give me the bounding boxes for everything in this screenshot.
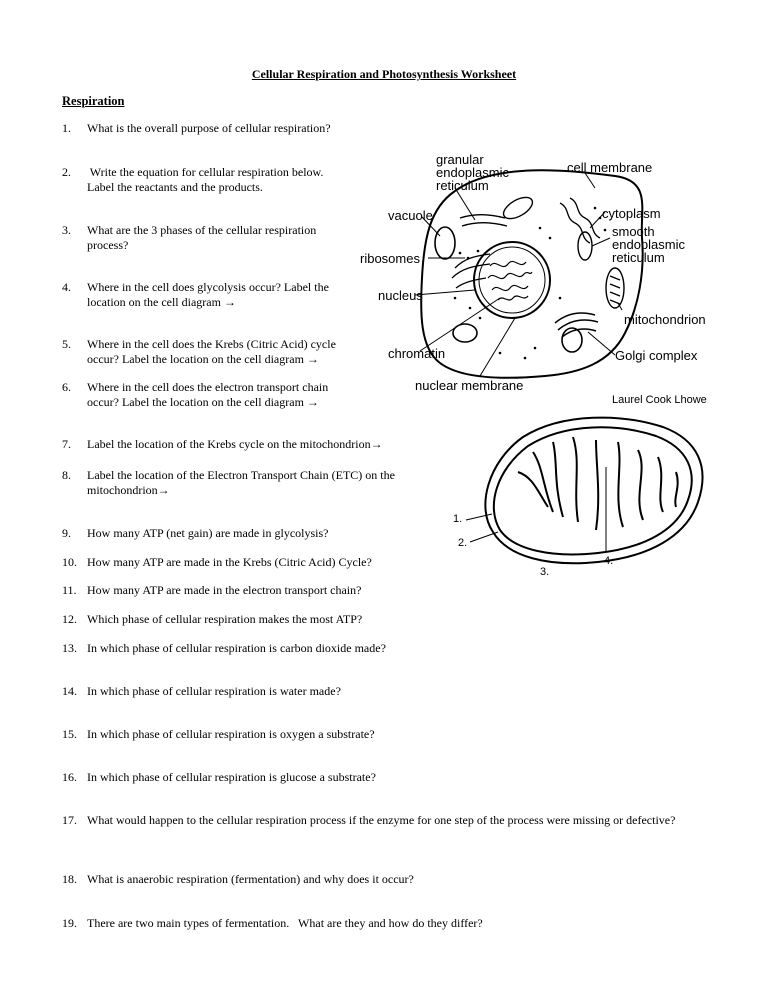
question-text: What are the 3 phases of the cellular respiration	[87, 223, 317, 237]
question-text: What would happen to the cellular respiration process if the enzyme for one step of the process were missing or defective?	[87, 813, 676, 827]
question-text: In which phase of cellular respiration is oxygen a substrate?	[87, 727, 375, 741]
question-text: How many ATP are made in the Krebs (Citric Acid) Cycle?	[87, 555, 372, 569]
mitochondrion-shape	[606, 268, 624, 308]
question-text: In which phase of cellular respiration is glucose a substrate?	[87, 770, 376, 784]
label-vacuole: vacuole	[388, 208, 433, 223]
question-number: 13.	[62, 641, 77, 655]
question-text-line-2: occur? Label the location on the cell diagram →	[87, 395, 319, 409]
mitochondrion-diagram	[448, 412, 718, 584]
label-granular-er-3: reticulum	[436, 178, 489, 193]
label-smooth-er-1: smooth	[612, 224, 655, 239]
mito-label-3: 3.	[540, 566, 550, 578]
question-text: Where in the cell does glycolysis occur? Label the	[87, 280, 329, 294]
question-text: Label the location of the Electron Transport Chain (ETC) on the	[87, 468, 395, 482]
question-text: What is the overall purpose of cellular respiration?	[87, 121, 331, 135]
cell-diagram	[360, 148, 720, 410]
question-text-line-2: location on the cell diagram →	[87, 295, 236, 309]
question-number: 3.	[62, 223, 71, 237]
label-nucleus: nucleus	[378, 288, 423, 303]
label-credit: Laurel Cook Lhowe	[612, 394, 707, 406]
label-smooth-er-3: reticulum	[612, 250, 665, 265]
question-number: 16.	[62, 770, 77, 784]
nucleus-outline	[474, 242, 550, 318]
question-number: 10.	[62, 555, 77, 569]
chromatin-shape	[488, 261, 532, 300]
question-number: 4.	[62, 280, 71, 294]
question-number: 14.	[62, 684, 77, 698]
question-number: 9.	[62, 526, 71, 540]
question-number: 7.	[62, 437, 71, 451]
question-text: What is anaerobic respiration (fermentation) and why does it occur?	[87, 872, 414, 886]
mito-label-4: 4.	[604, 555, 614, 567]
question-text: Label the location of the Krebs cycle on the mitochondrion→	[87, 437, 383, 451]
outer-membrane	[485, 418, 702, 564]
question-text-line-2: Label the reactants and the products.	[87, 180, 263, 194]
question-number: 12.	[62, 612, 77, 626]
question-number: 11.	[62, 583, 77, 597]
label-cytoplasm: cytoplasm	[602, 206, 661, 221]
inner-membrane	[494, 427, 692, 554]
question-text: Where in the cell does the Krebs (Citric Acid) cycle	[87, 337, 336, 351]
question-number: 5.	[62, 337, 71, 351]
label-granular-er-2: endoplasmic	[436, 165, 509, 180]
mitochondrion-shape-2	[500, 193, 536, 223]
section-heading-respiration: Respiration	[62, 94, 125, 108]
mito-label-2: 2.	[458, 537, 468, 549]
question-number: 1.	[62, 121, 71, 135]
question-number: 19.	[62, 916, 77, 930]
question-text: There are two main types of fermentation. What are they and how do they differ?	[87, 916, 483, 930]
label-granular-er-1: granular	[436, 152, 484, 167]
mito-label-1: 1.	[453, 513, 463, 525]
question-number: 15.	[62, 727, 77, 741]
question-text: Write the equation for cellular respiration below.	[87, 165, 324, 179]
label-golgi-complex: Golgi complex	[615, 348, 698, 363]
question-number: 18.	[62, 872, 77, 886]
question-text: Where in the cell does the electron transport chain	[87, 380, 329, 394]
question-text-line-2: mitochondrion→	[87, 483, 170, 497]
label-ribosomes: ribosomes	[360, 251, 420, 266]
mitochondrion-shape-3	[578, 232, 592, 260]
label-cell-membrane: cell membrane	[567, 160, 653, 175]
golgi-shape	[555, 313, 598, 337]
question-text-line-2: occur? Label the location on the cell diagram →	[87, 352, 319, 366]
label-smooth-er-2: endoplasmic	[612, 237, 685, 252]
vacuole-shape	[435, 227, 455, 259]
question-number: 17.	[62, 813, 77, 827]
label-mitochondrion: mitochondrion	[624, 312, 706, 327]
question-text-line-2: process?	[87, 238, 129, 252]
question-text: How many ATP are made in the electron transport chain?	[87, 583, 362, 597]
question-text: In which phase of cellular respiration is water made?	[87, 684, 341, 698]
question-text: How many ATP (net gain) are made in glycolysis?	[87, 526, 329, 540]
worksheet-title: Cellular Respiration and Photosynthesis Worksheet	[251, 67, 517, 81]
question-text: Which phase of cellular respiration makes the most ATP?	[87, 612, 363, 626]
question-number: 8.	[62, 468, 71, 482]
question-number: 6.	[62, 380, 71, 394]
question-text: In which phase of cellular respiration is carbon dioxide made?	[87, 641, 386, 655]
label-chromatin: chromatin	[388, 346, 446, 361]
question-number: 2.	[62, 165, 71, 179]
label-nuclear-membrane: nuclear membrane	[415, 378, 524, 393]
cristae	[518, 437, 678, 530]
